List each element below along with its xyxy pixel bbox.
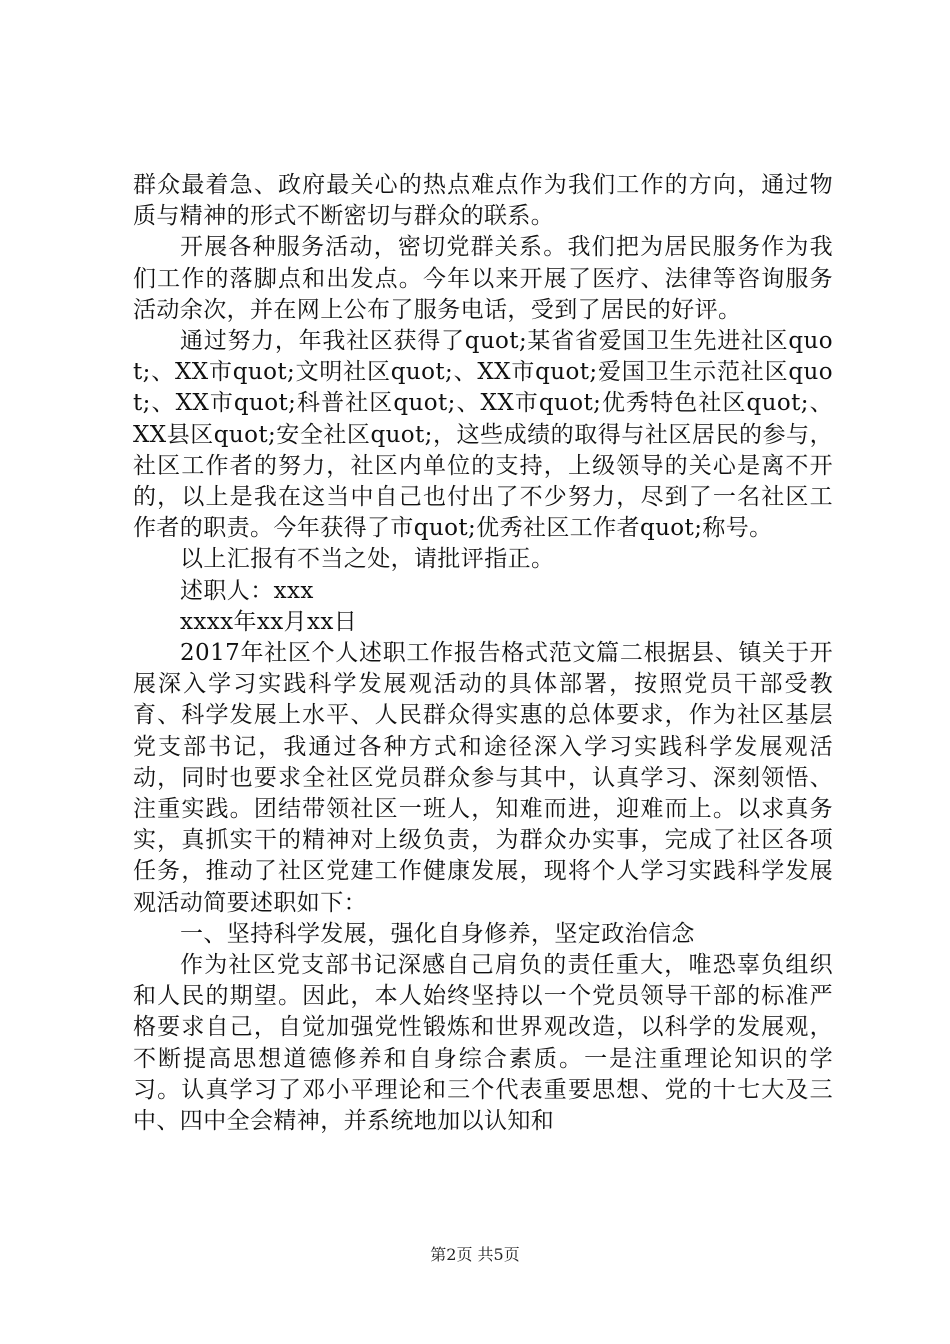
document-body xyxy=(133,170,833,1137)
paragraph-2: 开展各种服务活动，密切党群关系。我们把为居民服务作为我们工作的落脚点和出发点。今年以来开展了医疗、法律等咨询服务活动余次，并在网上公布了服务电话，受到了居民的好评。 xyxy=(133,234,833,323)
paragraph-3: 通过努力，年我社区获得了quot;某省省爱国卫生先进社区quot;、XX市quot;文明社区quot;、XX市quot;爱国卫生示范社区quot;、XX市quot;科普社区quot;、XX市quot;优秀特色社区quot;、XX县区quot;安全社区quot;，这些成绩的取得与社区居民的参与，社区工作者的努力，社区内单位的支持，上级领导的关心是离不开的，以上是我在这当中自己也付出了不少努力，尽到了一名社区工作者的职责。今年获得了市quot;优秀社区工作者quot;称号。 xyxy=(133,328,833,542)
paragraph-1: 群众最着急、政府最关心的热点难点作为我们工作的方向，通过物质与精神的形式不断密切与群众的联系。 xyxy=(133,172,833,230)
page-number-footer: 第2页 共5页 xyxy=(430,1245,520,1264)
paragraph-7: 2017年社区个人述职工作报告格式范文篇二根据县、镇关于开展深入学习实践科学发展观活动的具体部署，按照党员干部受教育、科学发展上水平、人民群众得实惠的总体要求，作为社区基层党支部书记，我通过各种方式和途径深入学习实践科学发展观活动，同时也要求全社区党员群众参与其中，认真学习、深刻领悟、注重实践。团结带领社区一班人，知难而进，迎难而上。以求真务实，真抓实干的精神对上级负责，为群众办实事，完成了社区各项任务，推动了社区党建工作健康发展，现将个人学习实践科学发展观活动简要述职如下： xyxy=(133,640,833,916)
paragraph-9: 作为社区党支部书记深感自己肩负的责任重大，唯恐辜负组织和人民的期望。因此，本人始终坚持以一个党员领导干部的标准严格要求自己，自觉加强党性锻炼和世界观改造，以科学的发展观，不断提高思想道德修养和自身综合素质。一是注重理论知识的学习。认真学习了邓小平理论和三个代表重要思想、党的十七大及三中、四中全会精神，并系统地加以认知和 xyxy=(133,952,833,1135)
paragraph-4: 以上汇报有不当之处，请批评指正。 xyxy=(180,546,555,573)
date-line: xxxx年xx月xx日 xyxy=(180,608,358,635)
section-heading: 一、坚持科学发展，强化自身修养，坚定政治信念 xyxy=(180,920,695,947)
signature-line: 述职人：xxx xyxy=(180,577,314,604)
